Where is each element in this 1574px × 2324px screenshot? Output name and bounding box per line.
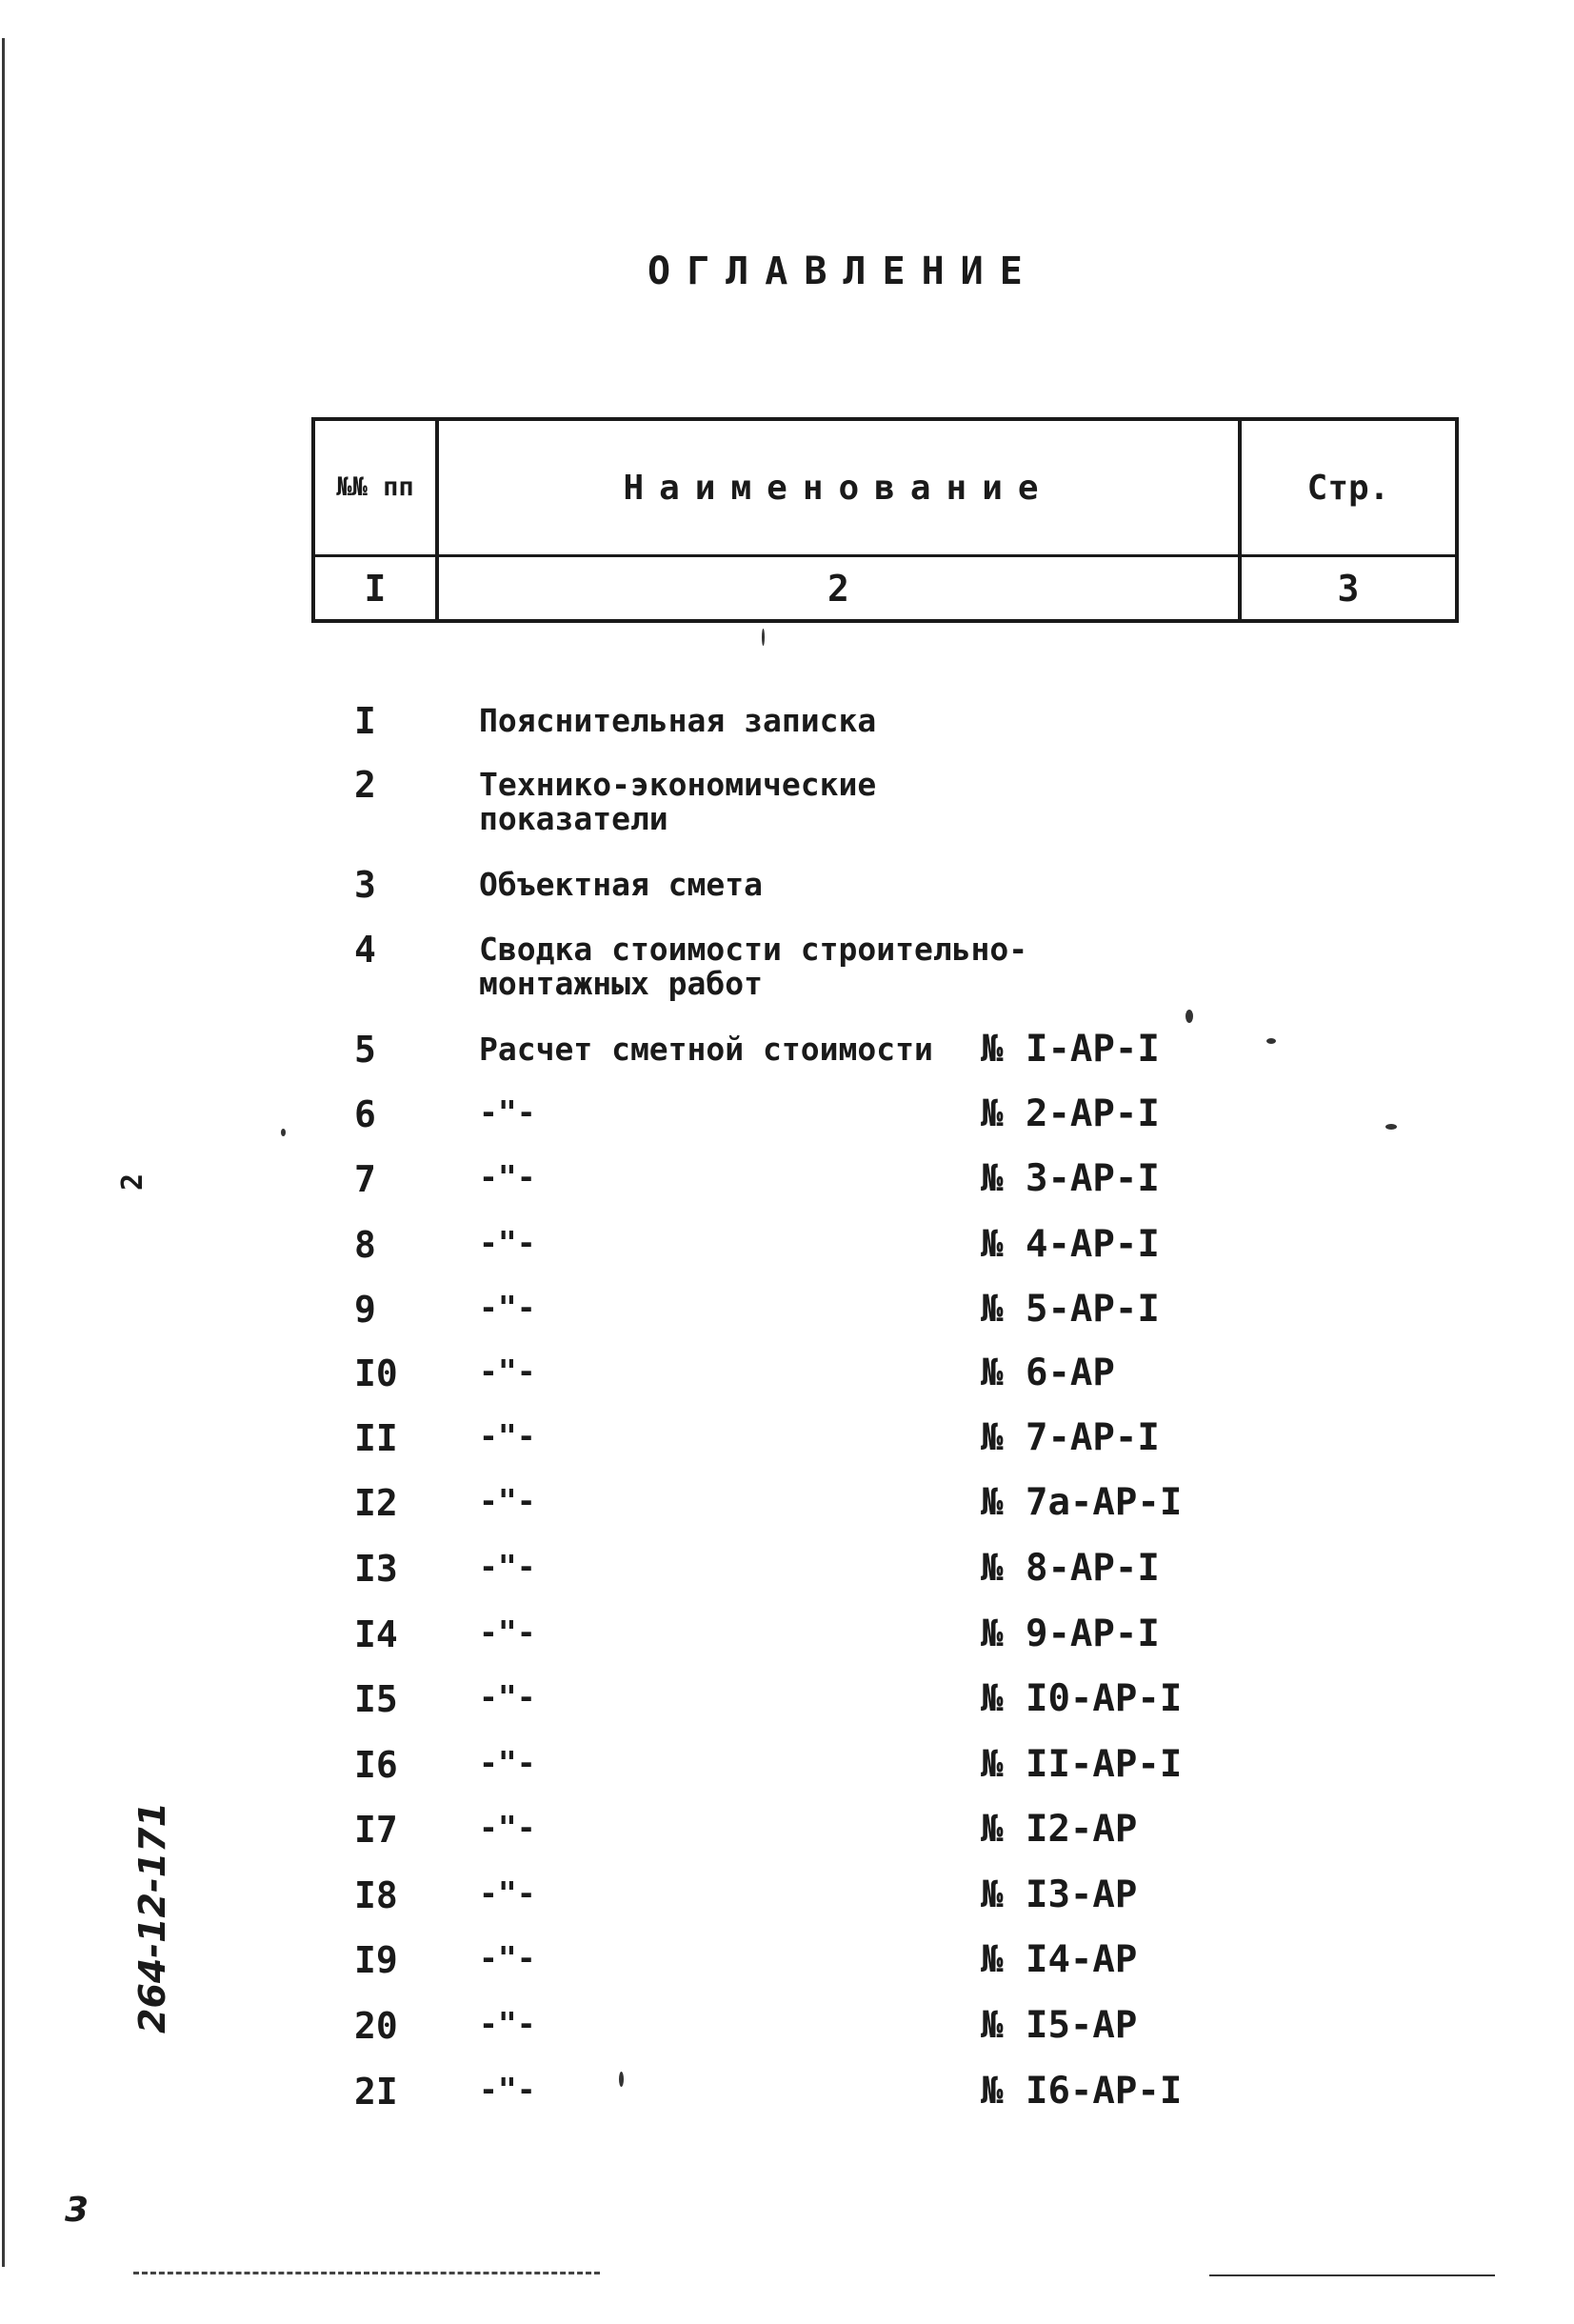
row-title: -"- <box>479 2071 536 2108</box>
row-title: -"- <box>479 1417 536 1454</box>
row-title: -"- <box>479 1874 536 1912</box>
row-number: 6 <box>354 1093 376 1135</box>
row-number: I9 <box>354 1939 398 1981</box>
row-code: № 7-АР-I <box>981 1416 1160 1459</box>
row-code: № 7а-АР-I <box>981 1481 1183 1524</box>
document-code: 264-12-171 <box>131 1801 173 2034</box>
row-number: I4 <box>354 1613 398 1655</box>
row-number: 2 <box>354 764 376 806</box>
row-number: I8 <box>354 1874 398 1916</box>
row-code: № I0-АР-I <box>981 1677 1183 1720</box>
sheet-number: 3 <box>65 2191 90 2230</box>
row-title: Технико-экономические показатели <box>479 766 877 837</box>
row-number: 9 <box>354 1289 376 1331</box>
row-code: № I5-АР <box>981 2004 1138 2047</box>
row-title: -"- <box>479 1548 536 1585</box>
row-number: I0 <box>354 1352 398 1394</box>
row-title: -"- <box>479 2005 536 2042</box>
row-number: 4 <box>354 929 376 971</box>
row-code: № I2-АР <box>981 1808 1138 1851</box>
row-number: I2 <box>354 1482 398 1524</box>
row-code: № 3-АР-I <box>981 1157 1160 1200</box>
row-code: № 4-АР-I <box>981 1223 1160 1266</box>
page-title: ОГЛАВЛЕНИЕ <box>648 250 1039 293</box>
header-number-label: №№ пп <box>336 472 414 502</box>
header-index-3: 3 <box>1337 567 1360 610</box>
header-index-2: 2 <box>827 567 849 610</box>
row-number: 20 <box>354 2005 398 2047</box>
row-code: № 2-АР-I <box>981 1092 1160 1135</box>
row-title: Пояснительная записка <box>479 702 877 739</box>
scan-speck <box>281 1129 286 1136</box>
margin-side-digit: 2 <box>116 1172 149 1191</box>
row-number: 5 <box>354 1029 376 1071</box>
scan-speck <box>762 629 765 646</box>
row-code: № 5-АР-I <box>981 1288 1160 1331</box>
row-title: -"- <box>479 1939 536 1976</box>
scan-speck <box>619 2072 624 2087</box>
scan-speck <box>1385 1124 1397 1130</box>
row-title: -"- <box>479 1352 536 1390</box>
row-title: -"- <box>479 1482 536 1519</box>
row-number: I5 <box>354 1678 398 1720</box>
row-title: -"- <box>479 1158 536 1195</box>
left-margin-rule <box>2 38 5 2267</box>
row-number: I3 <box>354 1548 398 1590</box>
row-title: -"- <box>479 1678 536 1715</box>
row-number: 3 <box>354 864 376 906</box>
row-code: № II-АР-I <box>981 1743 1183 1786</box>
row-title: -"- <box>479 1093 536 1131</box>
header-index-1: I <box>364 567 387 610</box>
row-title: -"- <box>479 1613 536 1651</box>
bottom-rule <box>1209 2274 1495 2276</box>
row-number: I <box>354 700 376 742</box>
row-code: № 9-АР-I <box>981 1613 1160 1655</box>
row-title: Расчет сметной стоимости <box>479 1031 933 1068</box>
header-page-label: Стр. <box>1306 468 1390 508</box>
row-number: 7 <box>354 1158 376 1200</box>
row-code: № I3-АР <box>981 1873 1138 1916</box>
row-code: № 8-АР-I <box>981 1547 1160 1590</box>
bottom-dashed-rule <box>133 2272 600 2274</box>
row-title: -"- <box>479 1744 536 1781</box>
row-title: -"- <box>479 1809 536 1846</box>
scan-speck <box>1185 1010 1193 1023</box>
row-number: 8 <box>354 1224 376 1266</box>
row-title: Сводка стоимости строительно- монтажных работ <box>479 931 1028 1002</box>
row-code: № I4-АР <box>981 1938 1138 1981</box>
row-number: I7 <box>354 1809 398 1851</box>
header-name-label: Наименование <box>623 468 1054 508</box>
scan-speck <box>1266 1038 1276 1044</box>
row-title: Объектная смета <box>479 866 764 903</box>
row-number: 2I <box>354 2071 398 2113</box>
row-code: № I6-АР-I <box>981 2070 1183 2113</box>
row-number: II <box>354 1417 398 1459</box>
row-code: № I-АР-I <box>981 1028 1160 1071</box>
row-code: № 6-АР <box>981 1352 1115 1394</box>
row-title: -"- <box>479 1224 536 1261</box>
row-number: I6 <box>354 1744 398 1786</box>
row-title: -"- <box>479 1289 536 1326</box>
toc-header-table <box>311 410 1459 627</box>
